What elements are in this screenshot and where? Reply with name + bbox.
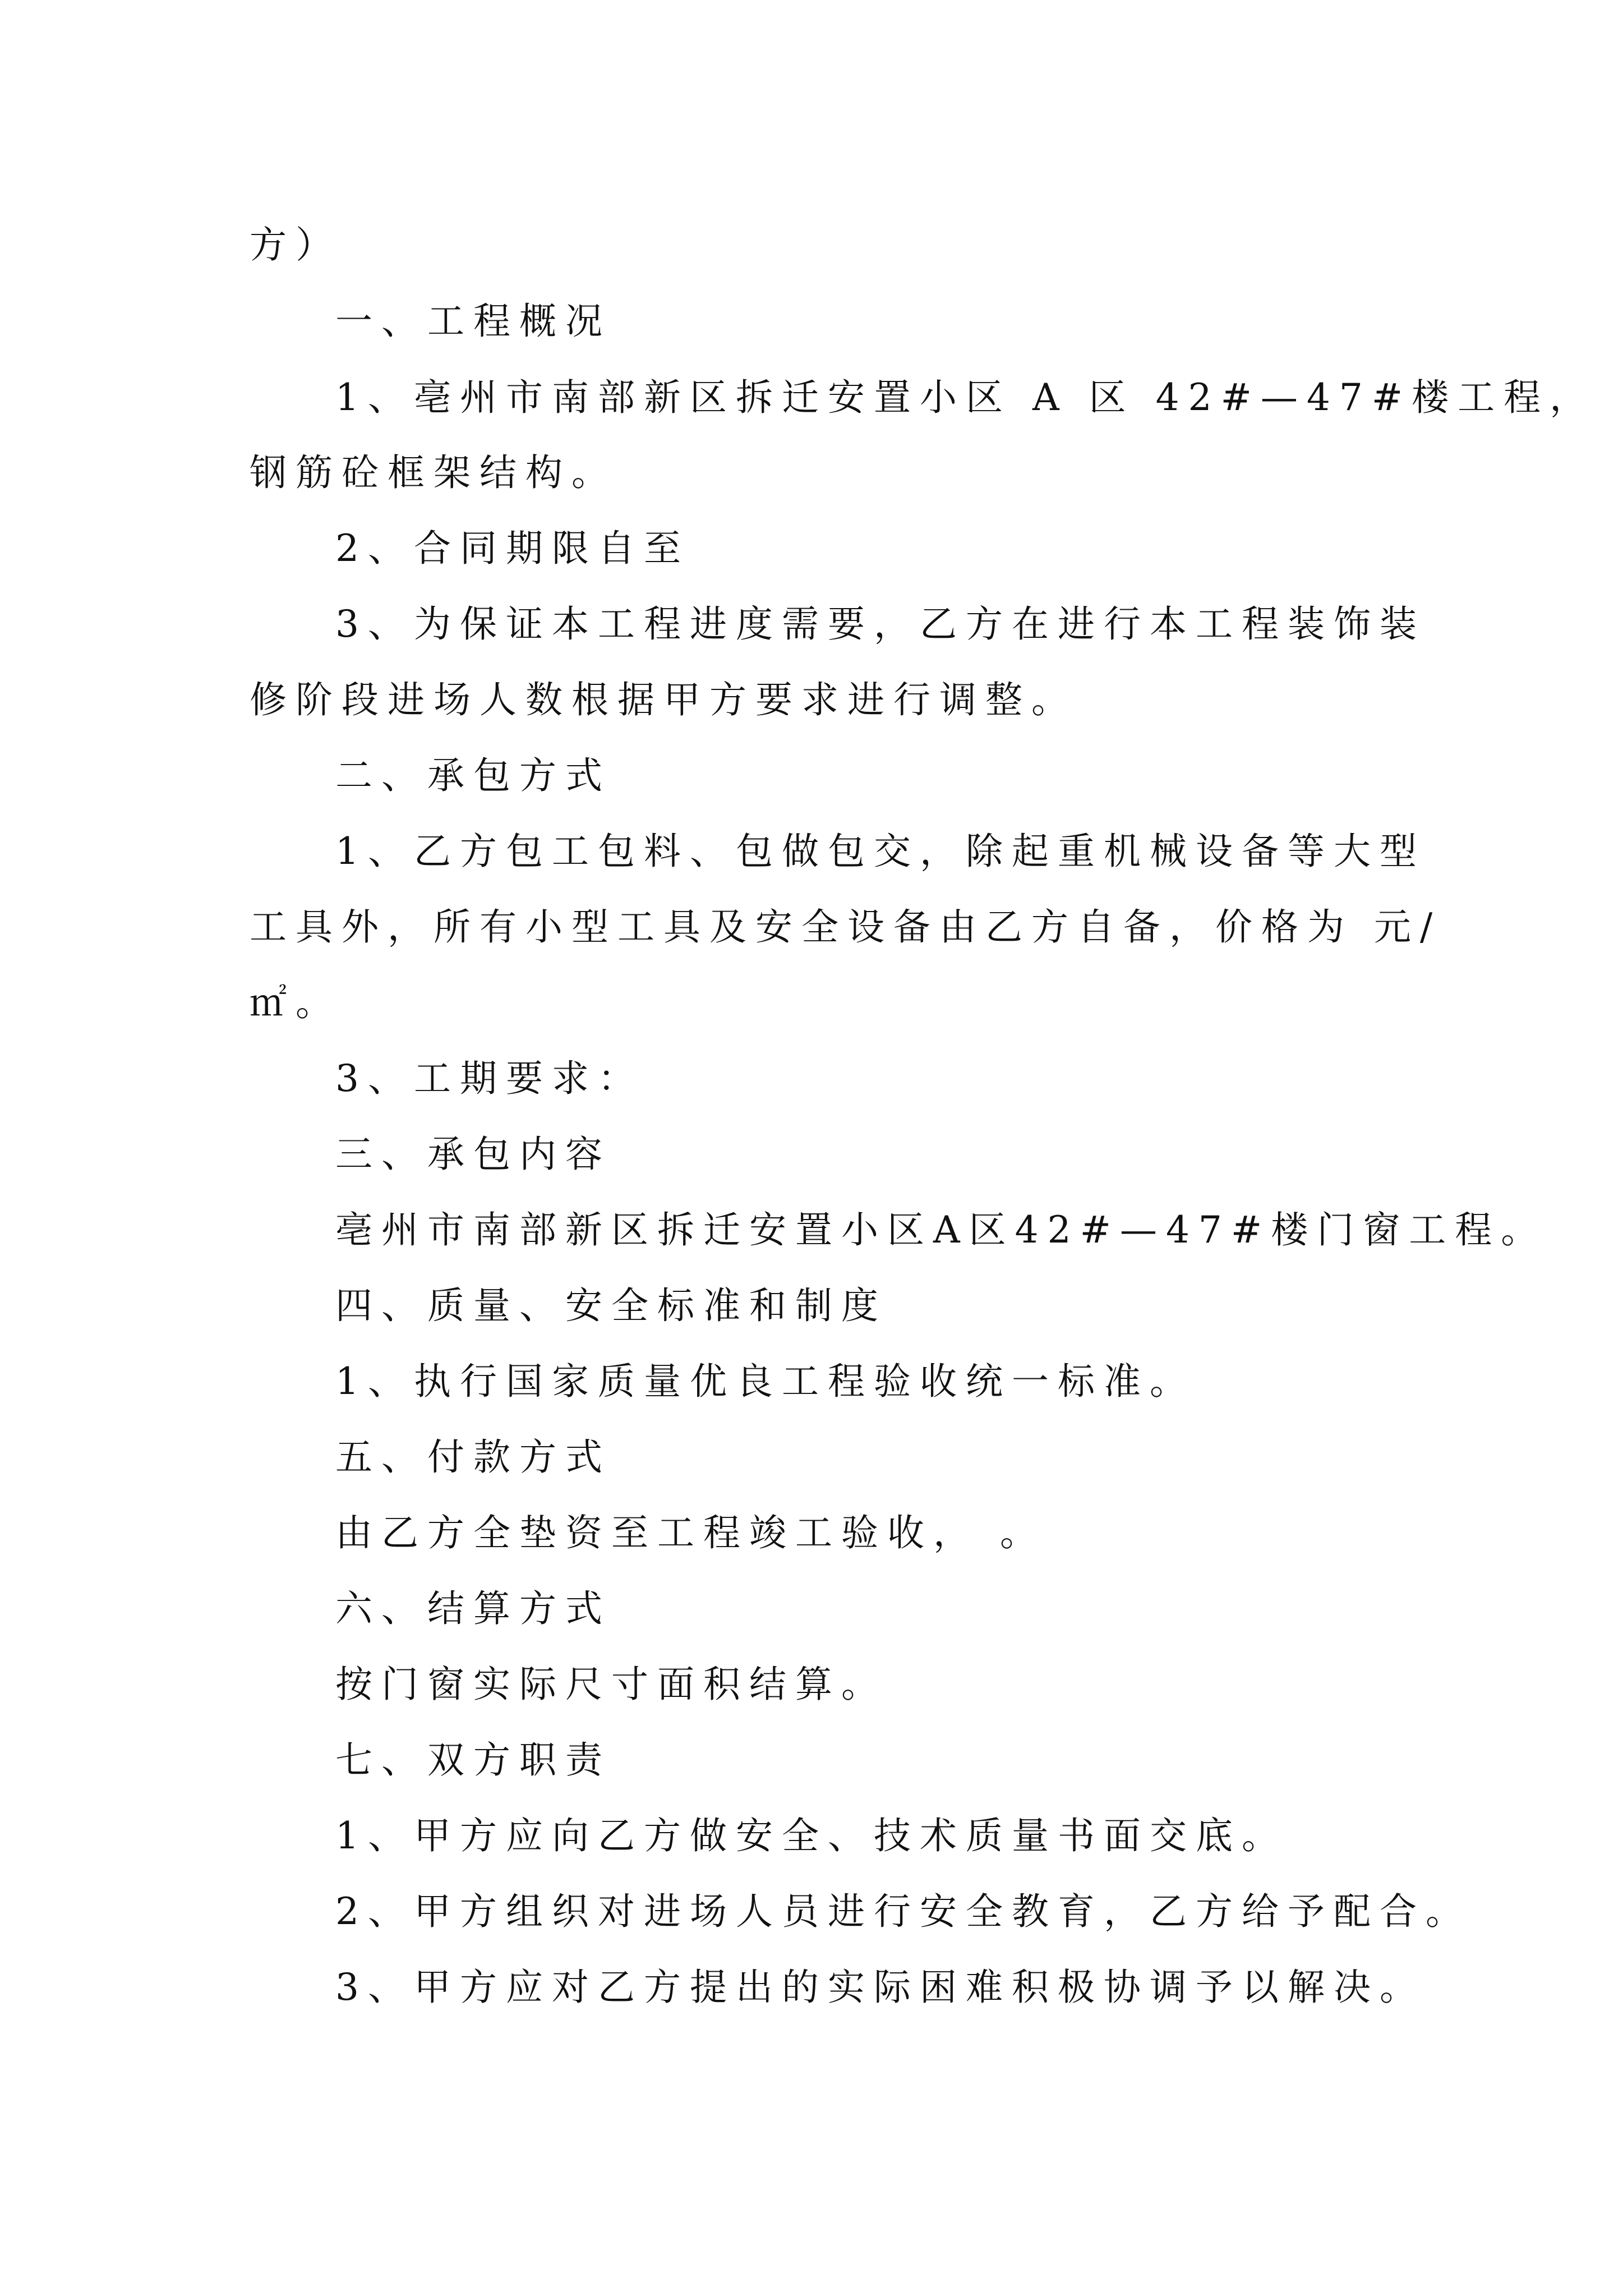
section-heading: 二、承包方式	[335, 754, 611, 797]
text-line: 钢筋砼框架结构。	[250, 451, 617, 494]
text-line: 工具外，所有小型工具及安全设备由乙方自备，价格为 元/	[250, 905, 1442, 949]
text-line: ㎡。	[250, 981, 342, 1024]
text-line: 3、工期要求：	[335, 1057, 644, 1100]
text-line: 3、为保证本工程进度需要，乙方在进行本工程装饰装	[335, 602, 1426, 646]
text-line: 1、执行国家质量优良工程验收统一标准。	[335, 1360, 1196, 1403]
section-heading: 六、结算方式	[335, 1587, 611, 1630]
text-line: 按门窗实际尺寸面积结算。	[335, 1663, 887, 1706]
text-line: 方）	[250, 223, 342, 266]
text-line: 1、甲方应向乙方做安全、技术质量书面交底。	[335, 1814, 1288, 1857]
section-heading: 三、承包内容	[335, 1133, 611, 1176]
section-heading: 四、质量、安全标准和制度	[335, 1284, 887, 1327]
section-heading: 一、工程概况	[335, 300, 611, 343]
text-line: 1、亳州市南部新区拆迁安置小区 A 区 42#—47#楼工程，	[335, 376, 1596, 419]
text-line: 2、甲方组织对进场人员进行安全教育，乙方给予配合。	[335, 1890, 1472, 1933]
text-line: 由乙方全垫资至工程竣工验收， 。	[335, 1511, 1046, 1554]
section-heading: 七、双方职责	[335, 1738, 611, 1782]
text-line: 1、乙方包工包料、包做包交，除起重机械设备等大型	[335, 830, 1426, 873]
text-line: 亳州市南部新区拆迁安置小区A区42#—47#楼门窗工程。	[335, 1208, 1547, 1251]
section-heading: 五、付款方式	[335, 1435, 611, 1479]
text-line: 2、合同期限自至	[335, 527, 690, 570]
text-line: 3、甲方应对乙方提出的实际困难积极协调予以解决。	[335, 1966, 1426, 2009]
text-line: 修阶段进场人数根据甲方要求进行调整。	[250, 678, 1077, 721]
